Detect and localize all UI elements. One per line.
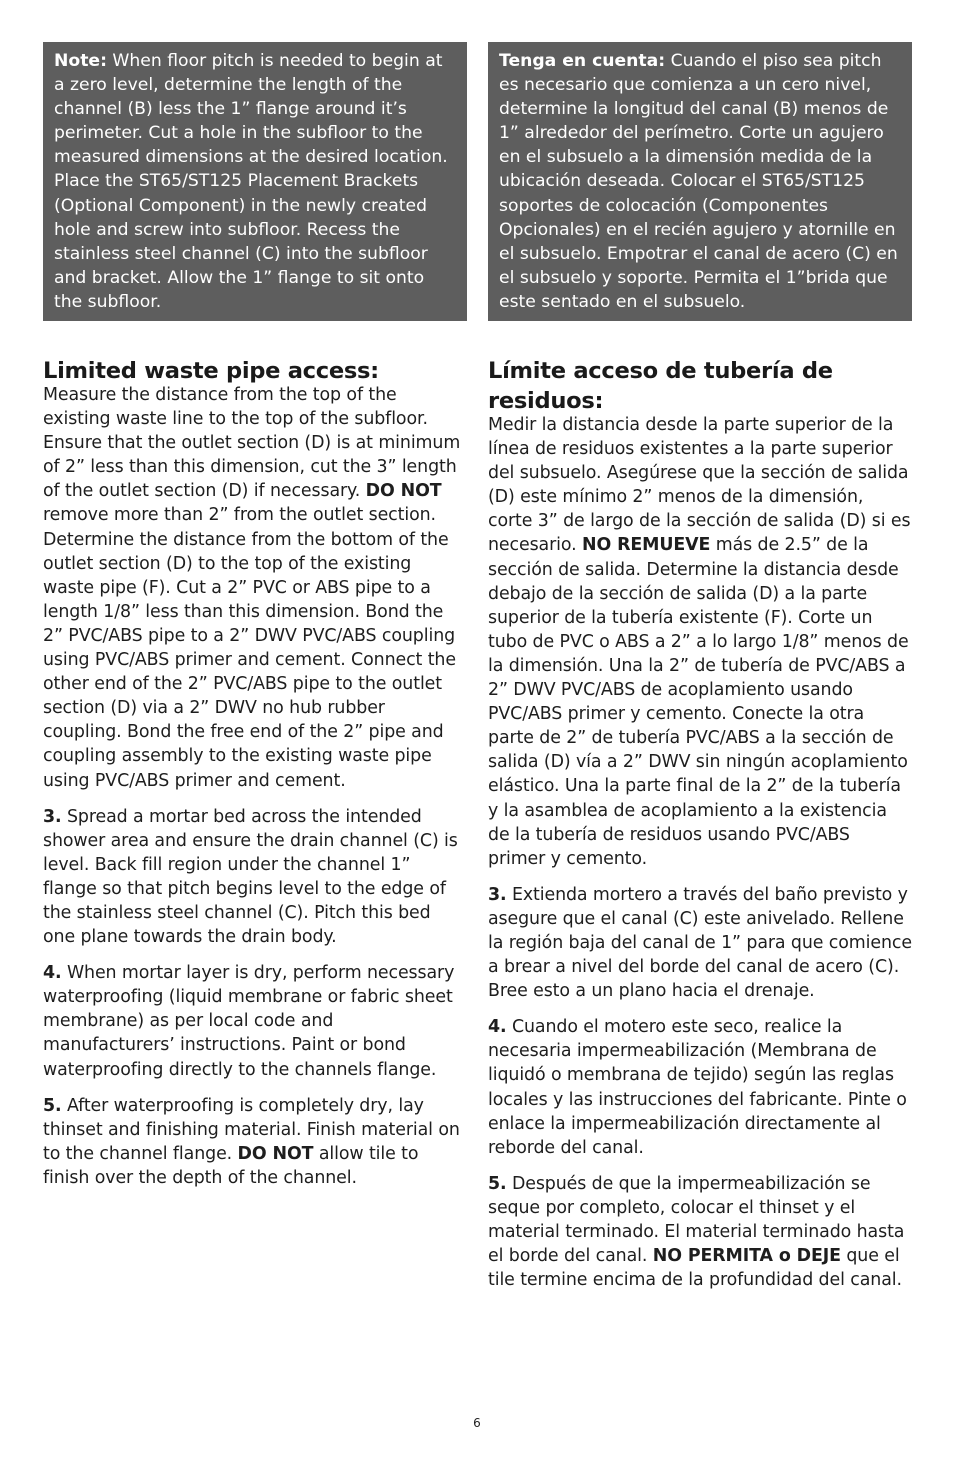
warning-text: DO NOT [237,1143,314,1164]
intro-paragraph-english: Measure the distance from the top of the existing waste line to the top of the subfloor. Ensure that the outlet section (D) is at minimum of 2” less than this dimension, cut the 3” length of the outlet section (D) if necessary. DO NOT remove more than 2” from the outlet section. Determine the distance from the bottom of the outlet section (D) to the top of the existing waste pipe (F). Cut a 2” PVC or ABS pipe to a length 1/8” less than this dimension. Bond the 2” PVC/ABS pipe to a 2” DWV PVC/ABS coupling using PVC/ABS primer and cement. Connect the other end of the 2” PVC/ABS pipe to the outlet section (D) via a 2” DWV no hub rubber coupling. Bond the free end of the 2” pipe and coupling assembly to the existing waste pipe using PVC/ABS primer and cement. [43,385,461,791]
note-label: Tenga en cuenta: [499,51,666,71]
page-number: 6 [473,1416,481,1430]
section-heading-spanish: Límite acceso de tubería de residuos: [488,358,833,414]
english-column [43,42,467,1202]
step-3-spanish: 3. Extienda mortero a través del baño previsto y asegure que el canal (C) este anivelado. Rellene la región baja del canal de 1” para que comience a brear a nivel del borde del canal de acero (C). Bree esto a un plano hacia el drenaje. [488,884,912,1002]
note-text: Cuando el piso sea pitch es necesario que comienza a un cero nivel, determine la longitud del canal (B) menos de 1” alrededor del perímetro. Corte un agujero en el subsuelo a la dimensión medida de la ubicación deseada. Colocar el ST65/ST125 soportes de colocación (Componentes Opcionales) en el recién agujero y atornille en el subsuelo. Empotrar el canal de acero (C) en el subsuelo y soporte. Permita el 1”brida que este sentado en el subsuelo. [499,51,898,312]
step-4-spanish: 4. Cuando el motero este seco, realice la necesaria impermeabilización (Membrana de liquidó o membrana de tejido) según las reglas locales y las instrucciones del fabricante. Pinte o enlace la impermeabilización directamente al reborde del canal. [488,1017,907,1158]
spanish-column [488,42,912,1304]
section-heading-english: Limited waste pipe access: [43,358,379,384]
step-5-english: 5. After waterproofing is completely dry, lay thinset and finishing material. Finish material on to the channel flange. DO NOT allow tile to finish over the depth of the channel. [43,1095,460,1188]
step-3-english: 3. Spread a mortar bed across the intended shower area and ensure the drain channel (C) is level. Back fill region under the channel 1” flange so that pitch begins level to the edge of the stainless steel channel (C). Pitch this bed one plane towards the drain body. [43,806,458,948]
step-number: 5. [488,1173,507,1194]
note-box-english [43,42,467,321]
warning-text: NO REMUEVE [581,535,711,556]
warning-text: NO PERMITA o DEJE [652,1246,841,1267]
step-number: 4. [43,963,62,984]
step-4-english: 4. When mortar layer is dry, perform necessary waterproofing (liquid membrane or fabric sheet membrane) as per local code and manufacturers’ instructions. Paint or bond waterproofing directly to the channels flange. [43,963,455,1080]
step-number: 5. [43,1095,62,1116]
note-label: Note: [54,51,107,71]
step-5-spanish: 5. Después de que la impermeabilización se seque por completo, colocar el thinset y el material terminado. El material terminado hasta el borde del canal. NO PERMITA o DEJE que el tile termine encima de la profundidad del canal. [488,1173,905,1291]
step-number: 3. [488,884,507,905]
warning-text: DO NOT [365,481,442,502]
step-number: 4. [488,1017,507,1038]
note-box-spanish [488,42,912,321]
intro-paragraph-spanish: Medir la distancia desde la parte superior de la línea de residuos existentes a la parte superior del subsuelo. Asegúrese que la sección de salida (D) este mínimo 2” menos de la dimensión, corte 3” de largo de la sección de salida (D) si es necesario. NO REMUEVE más de 2.5” de la sección de salida. Determine la distancia desde debajo de la sección de salida (D) a la parte superior de la tubería existente (F). Corte un tubo de PVC o ABS a 2” a lo largo 1/8” menos de la dimensión. Una la 2” de tubería de PVC/ABS a 2” DWV PVC/ABS de acoplamiento usando PVC/ABS primer y cemento. Conecte la otra parte de 2” de tubería PVC/ABS a la sección de salida (D) vía a 2” DWV sin ningún acoplamiento elástico. Una la parte final de la 2” de la tubería y la asamblea de acoplamiento a la existencia de la tubería de residuos usando PVC/ABS primer y cemento. [488,415,911,869]
step-number: 3. [43,806,62,827]
note-text: When floor pitch is needed to begin at a zero level, determine the length of the channel (B) less the 1” flange around it’s perimeter. Cut a hole in the subfloor to the measured dimensions at the desired location. Place the ST65/ST125 Placement Brackets (Optional Component) in the newly created hole and screw into subfloor. Recess the stainless steel channel (C) into the subfloor and bracket. Allow the 1” flange to sit onto the subfloor. [54,51,448,312]
